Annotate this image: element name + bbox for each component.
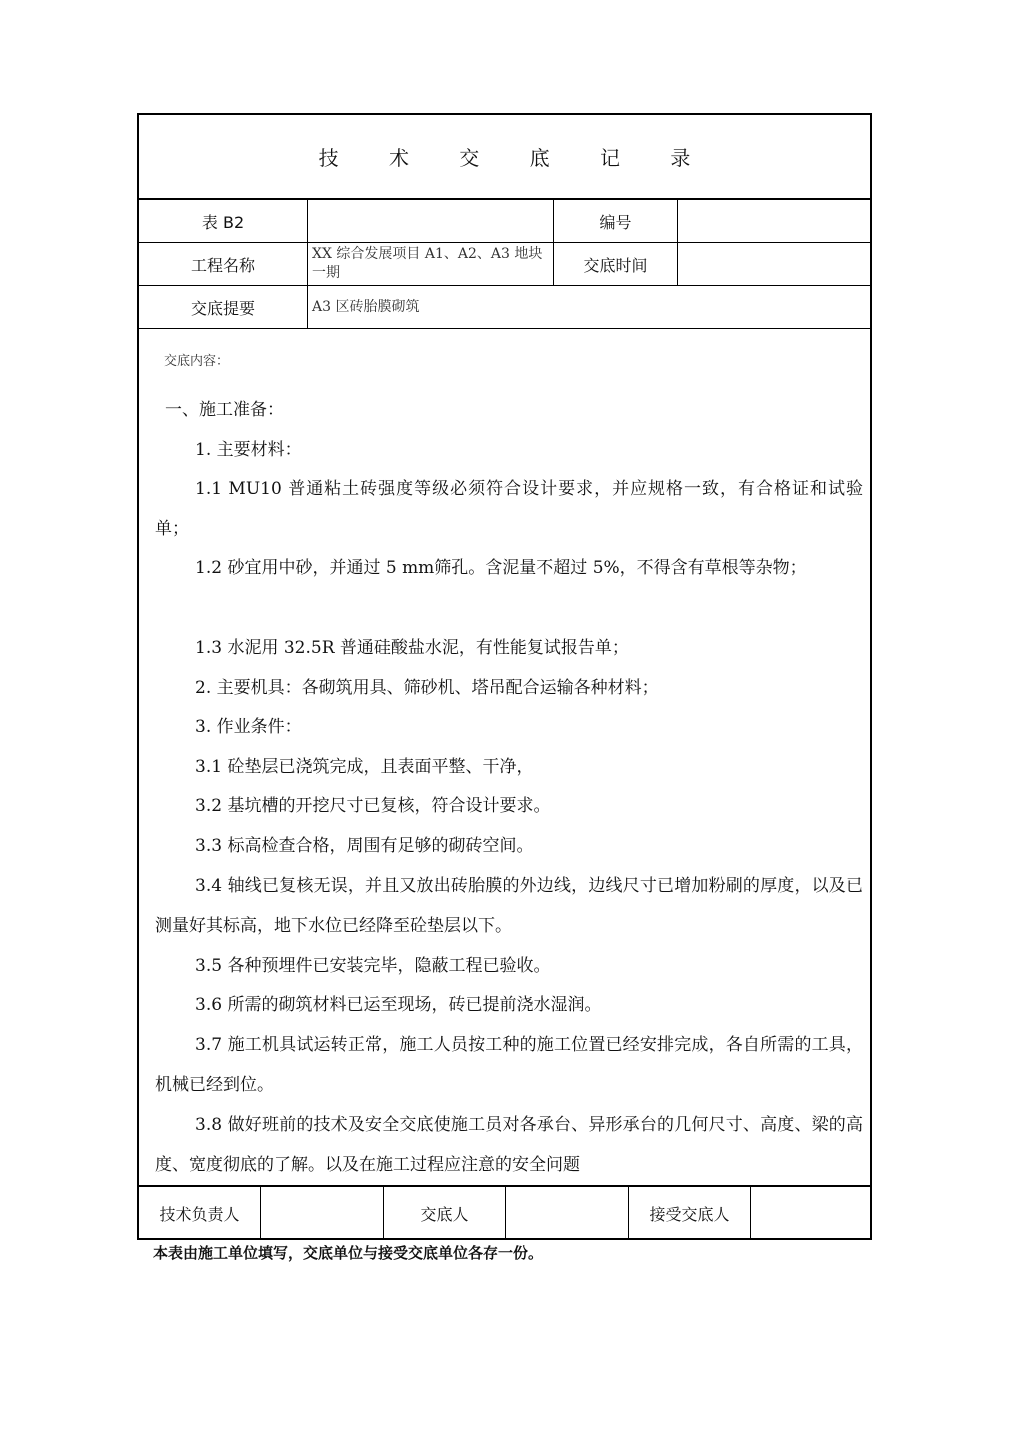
content-paragraph: 3. 作业条件：	[195, 717, 302, 737]
content-paragraph: 1.1 MU10 普通粘土砖强度等级必须符合设计要求，并应规格一致，有合格证和试验单；	[155, 479, 863, 539]
receiver-label: 接受交底人	[629, 1187, 751, 1240]
form-title: 技 术 交 底 记 录	[318, 146, 713, 170]
content-paragraph: 3.1 砼垫层已浇筑完成，且表面平整、干净，	[195, 757, 534, 777]
disclosure-content	[139, 330, 870, 1185]
project-name-label: 工程名称	[139, 243, 308, 285]
discloser-label: 交底人	[384, 1187, 506, 1240]
content-label: 交底内容：	[164, 354, 230, 369]
number-value[interactable]	[678, 200, 870, 242]
content-paragraph: 2. 主要机具：各砌筑用具、筛砂机、塔吊配合运输各种材料；	[195, 678, 659, 698]
table-no-label: 表 B2	[139, 200, 308, 242]
footnote: 本表由施工单位填写，交底单位与接受交底单位各存一份。	[153, 1244, 544, 1262]
disclosure-form	[137, 113, 872, 1240]
form-row-table-no	[139, 200, 870, 243]
summary-label: 交底提要	[139, 286, 308, 328]
content-paragraph: 3.7 施工机具试运转正常，施工人员按工种的施工位置已经安排完成，各自所需的工具，机械已经到位。	[155, 1035, 863, 1095]
content-paragraph: 1.3 水泥用 32.5R 普通硅酸盐水泥，有性能复试报告单；	[195, 638, 629, 658]
content-paragraph: 3.6 所需的砌筑材料已运至现场，砖已提前浇水湿润。	[195, 995, 602, 1015]
form-row-summary	[139, 286, 870, 329]
content-paragraph: 1.2 砂宜用中砂，并通过 5 mm筛孔。含泥量不超过 5%，不得含有草根等杂物；	[195, 558, 807, 578]
disclosure-time-value[interactable]	[678, 243, 870, 285]
content-paragraph: 一、施工准备：	[165, 400, 284, 420]
tech-lead-label: 技术负责人	[139, 1187, 261, 1240]
content-paragraph: 3.3 标高检查合格，周围有足够的砌砖空间。	[195, 836, 534, 856]
number-label: 编号	[554, 200, 678, 242]
project-name-value[interactable]: XX 综合发展项目 A1、A2、A3 地块一期	[308, 243, 554, 285]
summary-value[interactable]: A3 区砖胎膜砌筑	[312, 298, 420, 315]
title-row	[139, 115, 870, 200]
content-paragraph: 3.5 各种预埋件已安装完毕，隐蔽工程已验收。	[195, 956, 551, 976]
form-row-project	[139, 243, 870, 286]
content-paragraph: 3.8 做好班前的技术及安全交底使施工员对各承台、异形承台的几何尺寸、高度、梁的高度、宽度彻底的了解。以及在施工过程应注意的安全问题	[155, 1115, 863, 1175]
content-paragraph: 3.2 基坑槽的开挖尺寸已复核，符合设计要求。	[195, 796, 551, 816]
table-no-value[interactable]	[308, 200, 554, 242]
receiver-signature[interactable]	[751, 1187, 870, 1240]
discloser-signature[interactable]	[506, 1187, 629, 1240]
content-paragraph: 1. 主要材料：	[195, 440, 302, 460]
tech-lead-signature[interactable]	[261, 1187, 384, 1240]
signature-row	[139, 1185, 870, 1240]
disclosure-time-label: 交底时间	[554, 243, 678, 285]
content-paragraph: 3.4 轴线已复核无误，并且又放出砖胎膜的外边线，边线尺寸已增加粉刷的厚度，以及已测量好其标高，地下水位已经降至砼垫层以下。	[155, 876, 863, 936]
